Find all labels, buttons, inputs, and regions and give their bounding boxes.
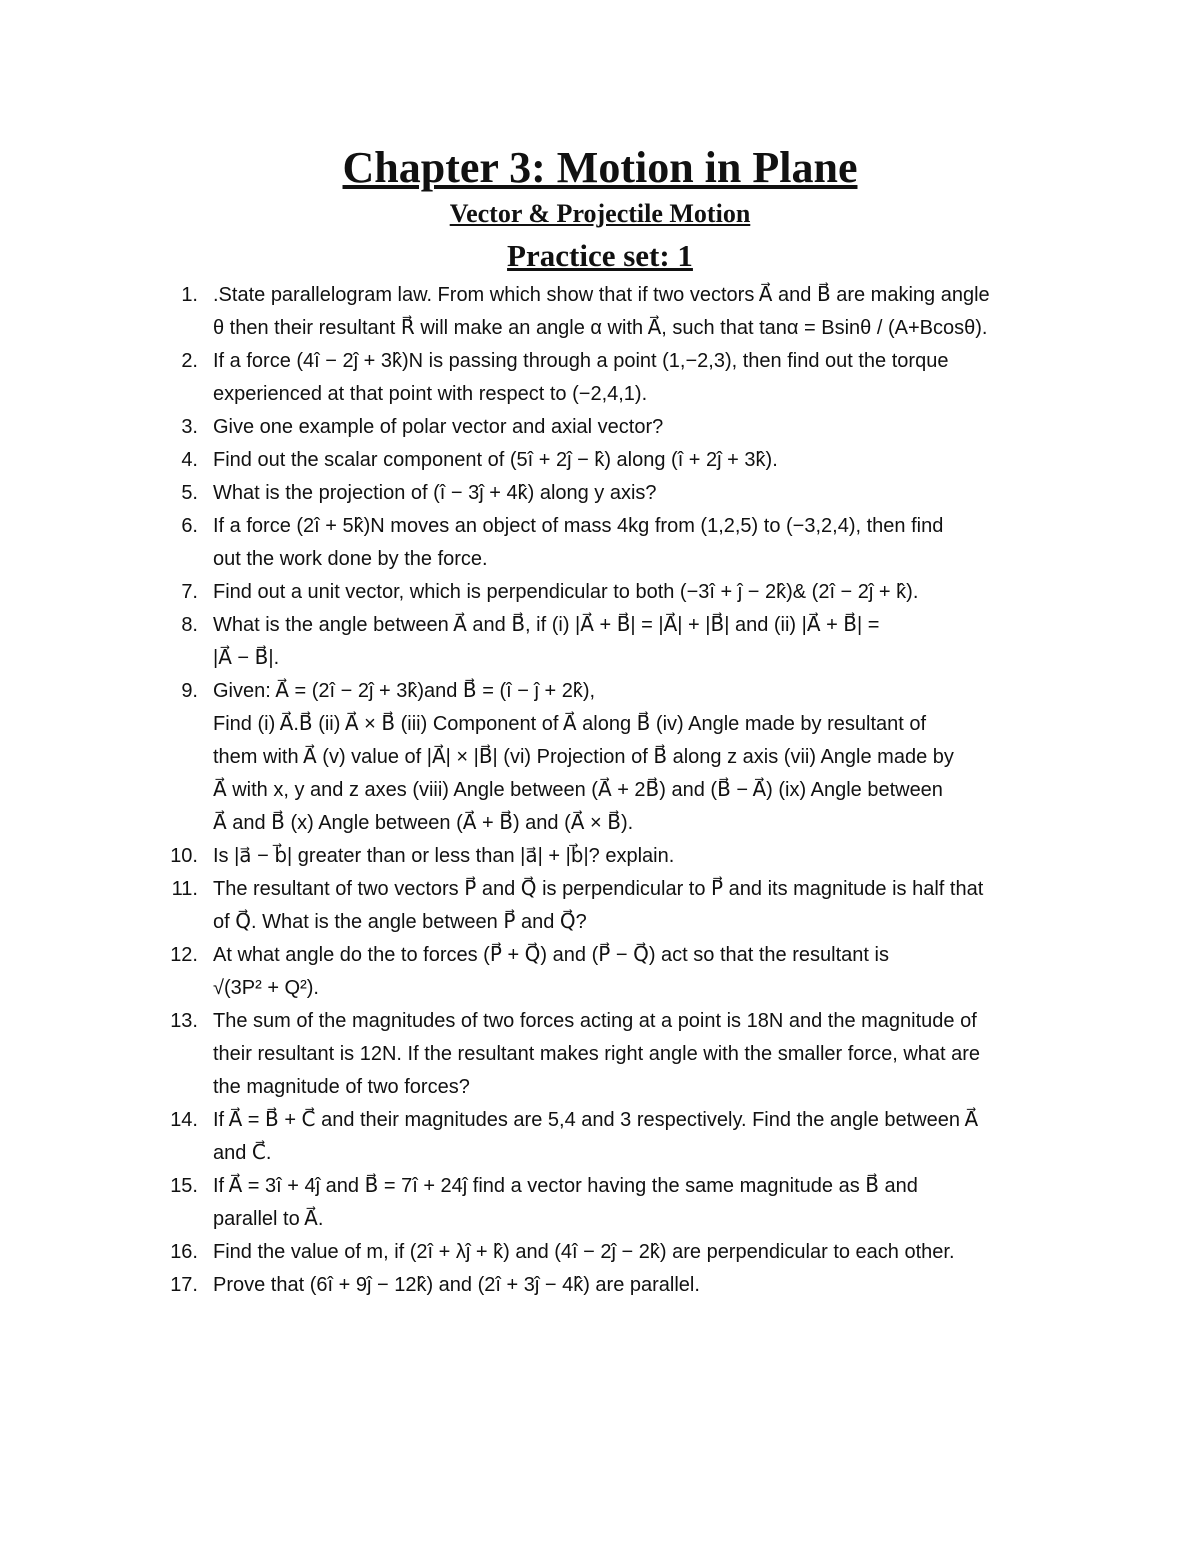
- question-item: [0, 477, 1200, 510]
- question-line: √(3P² + Q²).: [213, 977, 319, 999]
- question-line: What is the projection of (î − 3ĵ + 4k̂) along y axis?: [213, 482, 657, 504]
- question-line: their resultant is 12N. If the resultant makes right angle with the smaller force, what are: [213, 1043, 981, 1065]
- question-text: [213, 1170, 1059, 1236]
- question-line: |A⃗ − B⃗|.: [213, 647, 280, 669]
- question-text: [213, 279, 1059, 345]
- question-line: experienced at that point with respect to (−2,4,1).: [213, 383, 648, 405]
- question-line: them with A⃗ (v) value of |A⃗| × |B⃗| (vi) Projection of B⃗ along z axis (vii) Angle made by: [213, 746, 954, 768]
- question-list: [0, 279, 1200, 1302]
- question-item: [0, 939, 1200, 1005]
- chapter-subtitle: Vector & Projectile Motion: [449, 199, 751, 228]
- question-number: 7.: [181, 581, 198, 603]
- question-line: At what angle do the to forces (P⃗ + Q⃗) and (P⃗ − Q⃗) act so that the resultant is: [213, 944, 889, 966]
- question-text: [213, 444, 1059, 477]
- question-text: [213, 1104, 1059, 1170]
- question-item: [0, 840, 1200, 873]
- question-text: [213, 345, 1059, 411]
- question-text: [213, 939, 1059, 1005]
- question-number: 13.: [170, 1010, 198, 1032]
- question-number: 15.: [170, 1175, 198, 1197]
- question-item: [0, 1104, 1200, 1170]
- question-line: Find out the scalar component of (5î + 2ĵ − k̂) along (î + 2ĵ + 3k̂).: [213, 449, 778, 471]
- question-number: 16.: [170, 1241, 198, 1263]
- question-item: [0, 345, 1200, 411]
- question-item: [0, 444, 1200, 477]
- question-line: Given: A⃗ = (2î − 2ĵ + 3k̂)and B⃗ = (î − ĵ + 2k̂),: [213, 680, 596, 702]
- question-text: [213, 477, 1059, 510]
- question-item: [0, 510, 1200, 576]
- question-text: [213, 1269, 1059, 1302]
- question-line: Is |a⃗ − b⃗| greater than or less than |a⃗| + |b⃗|? explain.: [213, 845, 675, 867]
- question-line: Give one example of polar vector and axial vector?: [213, 416, 664, 438]
- question-number: 8.: [181, 614, 198, 636]
- question-number: 5.: [181, 482, 198, 504]
- question-text: [213, 873, 1059, 939]
- question-line: out the work done by the force.: [213, 548, 488, 570]
- question-item: [0, 1005, 1200, 1104]
- question-number: 17.: [170, 1274, 198, 1296]
- question-line: of Q⃗. What is the angle between P⃗ and Q⃗?: [213, 911, 587, 933]
- question-item: [0, 1269, 1200, 1302]
- question-line: The sum of the magnitudes of two forces acting at a point is 18N and the magnitude of: [213, 1010, 977, 1032]
- question-number: 11.: [171, 878, 198, 900]
- question-number: 4.: [181, 449, 198, 471]
- question-item: [0, 576, 1200, 609]
- question-text: [213, 609, 1059, 675]
- question-line: A⃗ and B⃗ (x) Angle between (A⃗ + B⃗) and (A⃗ × B⃗).: [213, 812, 634, 834]
- question-line: A⃗ with x, y and z axes (viii) Angle between (A⃗ + 2B⃗) and (B⃗ − A⃗) (ix) Angle between: [213, 779, 943, 801]
- question-line: If A⃗ = B⃗ + C⃗ and their magnitudes are 5,4 and 3 respectively. Find the angle between A⃗: [213, 1109, 979, 1131]
- question-text: [213, 411, 1059, 444]
- question-number: 6.: [181, 515, 198, 537]
- question-number: 14.: [170, 1109, 198, 1131]
- question-number: 10.: [170, 845, 198, 867]
- question-number: 3.: [181, 416, 198, 438]
- question-line: If a force (2î + 5k̂)N moves an object of mass 4kg from (1,2,5) to (−3,2,4), then find: [213, 515, 944, 537]
- question-item: [0, 1170, 1200, 1236]
- question-line: What is the angle between A⃗ and B⃗, if (i) |A⃗ + B⃗| = |A⃗| + |B⃗| and (ii) |A⃗ + B⃗| =: [213, 614, 880, 636]
- question-number: 2.: [181, 350, 198, 372]
- question-line: the magnitude of two forces?: [213, 1076, 470, 1098]
- question-number: 12.: [170, 944, 198, 966]
- question-line: If a force (4î − 2ĵ + 3k̂)N is passing through a point (1,−2,3), then find out the torque: [213, 350, 949, 372]
- question-line: Find out a unit vector, which is perpendicular to both (−3î + ĵ − 2k̂)& (2î − 2ĵ + k̂).: [213, 581, 919, 603]
- question-number: 9.: [181, 680, 198, 702]
- question-line: Find (i) A⃗.B⃗ (ii) A⃗ × B⃗ (iii) Component of A⃗ along B⃗ (iv) Angle made by resultant of: [213, 713, 927, 735]
- question-line: and C⃗.: [213, 1142, 272, 1164]
- question-line: .State parallelogram law. From which show that if two vectors A⃗ and B⃗ are making angle: [213, 284, 990, 306]
- question-number: 1.: [181, 284, 198, 306]
- question-text: [213, 1005, 1059, 1104]
- question-item: [0, 873, 1200, 939]
- chapter-title: Chapter 3: Motion in Plane: [342, 143, 858, 192]
- question-line: If A⃗ = 3î + 4ĵ and B⃗ = 7î + 24ĵ find a vector having the same magnitude as B⃗ and: [213, 1175, 918, 1197]
- question-line: Find the value of m, if (2î + λĵ + k̂) and (4î − 2ĵ − 2k̂) are perpendicular to each other.: [213, 1241, 955, 1263]
- question-line: Prove that (6î + 9ĵ − 12k̂) and (2î + 3ĵ − 4k̂) are parallel.: [213, 1274, 700, 1296]
- question-text: [213, 1236, 1059, 1269]
- question-item: [0, 675, 1200, 840]
- question-item: [0, 411, 1200, 444]
- question-line: θ then their resultant R⃗ will make an angle α with A⃗, such that tanα = Bsinθ / (A+Bcosθ).: [213, 317, 988, 339]
- question-item: [0, 609, 1200, 675]
- question-text: [213, 675, 1059, 840]
- question-item: [0, 1236, 1200, 1269]
- question-line: parallel to A⃗.: [213, 1208, 324, 1230]
- question-text: [213, 576, 1059, 609]
- question-text: [213, 840, 1059, 873]
- practice-set-title: Practice set: 1: [507, 238, 693, 273]
- question-item: [0, 279, 1200, 345]
- question-text: [213, 510, 1059, 576]
- question-line: The resultant of two vectors P⃗ and Q⃗ is perpendicular to P⃗ and its magnitude is half that: [213, 878, 984, 900]
